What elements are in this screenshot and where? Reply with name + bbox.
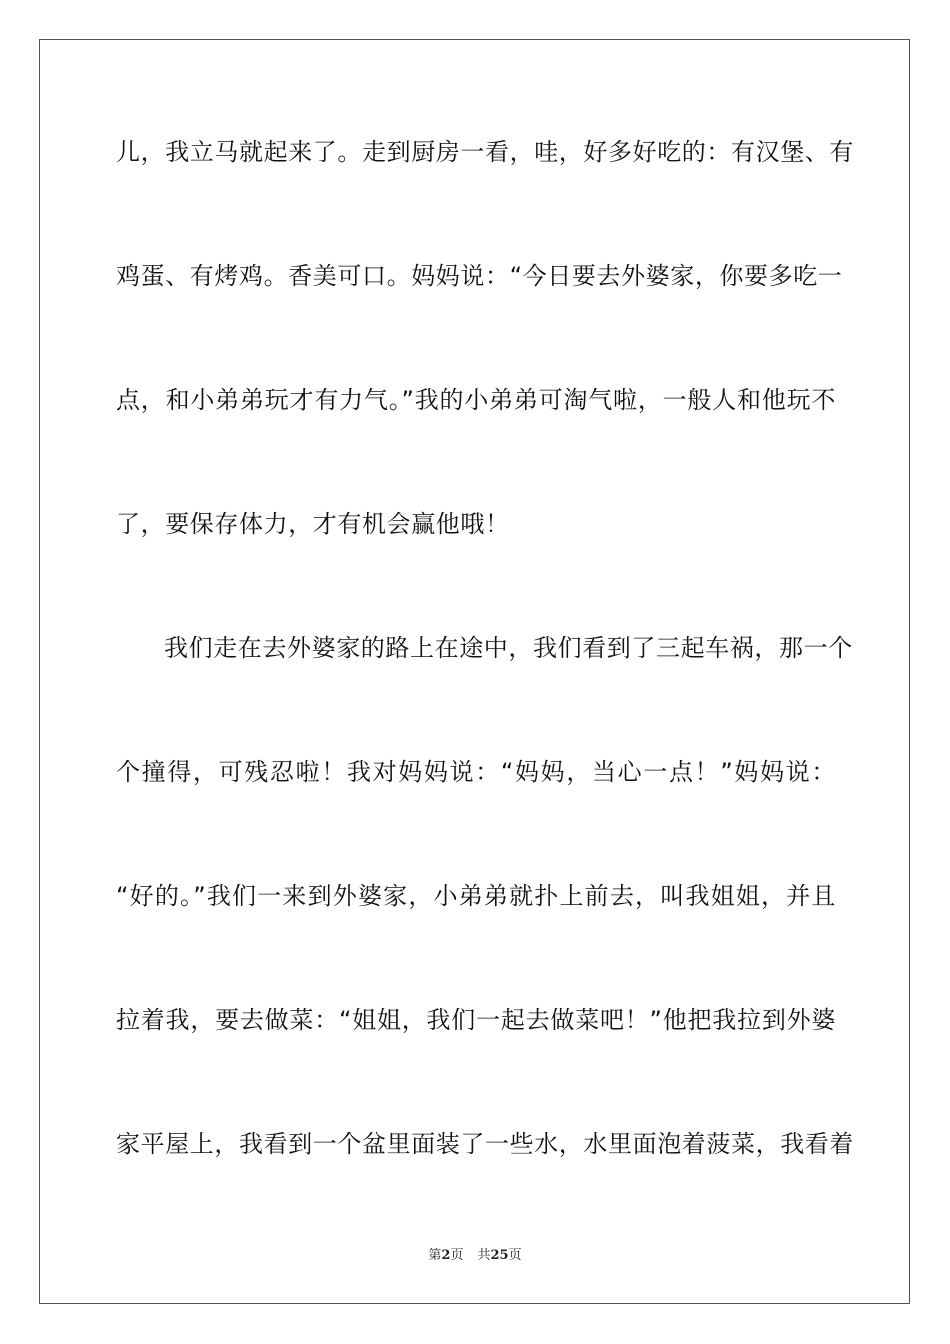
text-line-3: 点，和小弟弟玩才有力气。”我的小弟弟可淘气啦，一般人和他玩不 (116, 386, 836, 414)
page-prefix: 第 (428, 1248, 442, 1263)
text-line-1: 儿，我立马就起来了。走到厨房一看，哇，好多好吃的：有汉堡、有 (116, 138, 854, 166)
text-line-4: 了，要保存体力，才有机会赢他哦！ (116, 510, 510, 538)
total-suffix: 页 (508, 1248, 522, 1263)
page-number: 2 (441, 1248, 451, 1263)
page-footer (0, 1247, 950, 1265)
text-line-8: 拉着我，要去做菜：“姐姐，我们一起去做菜吧！”他把我拉到外婆 (116, 1006, 836, 1034)
text-line-7: “好的。”我们一来到外婆家，小弟弟就扑上前去，叫我姐姐，并且 (116, 882, 836, 910)
text-line-6: 个撞得，可残忍啦！我对妈妈说：“妈妈，当心一点！”妈妈说： (116, 758, 836, 786)
text-line-9: 家平屋上，我看到一个盆里面装了一些水，水里面泡着菠菜，我看着 (116, 1130, 854, 1158)
text-line-2: 鸡蛋、有烤鸡。香美可口。妈妈说：“今日要去外婆家，你要多吃一 (116, 262, 843, 290)
page-suffix: 页 (450, 1248, 464, 1263)
total-prefix: 共 (477, 1248, 491, 1263)
text-line-5: 我们走在去外婆家的路上在途中，我们看到了三起车祸，那一个 (164, 634, 853, 662)
total-pages: 25 (490, 1248, 509, 1263)
page-border (39, 39, 910, 1304)
